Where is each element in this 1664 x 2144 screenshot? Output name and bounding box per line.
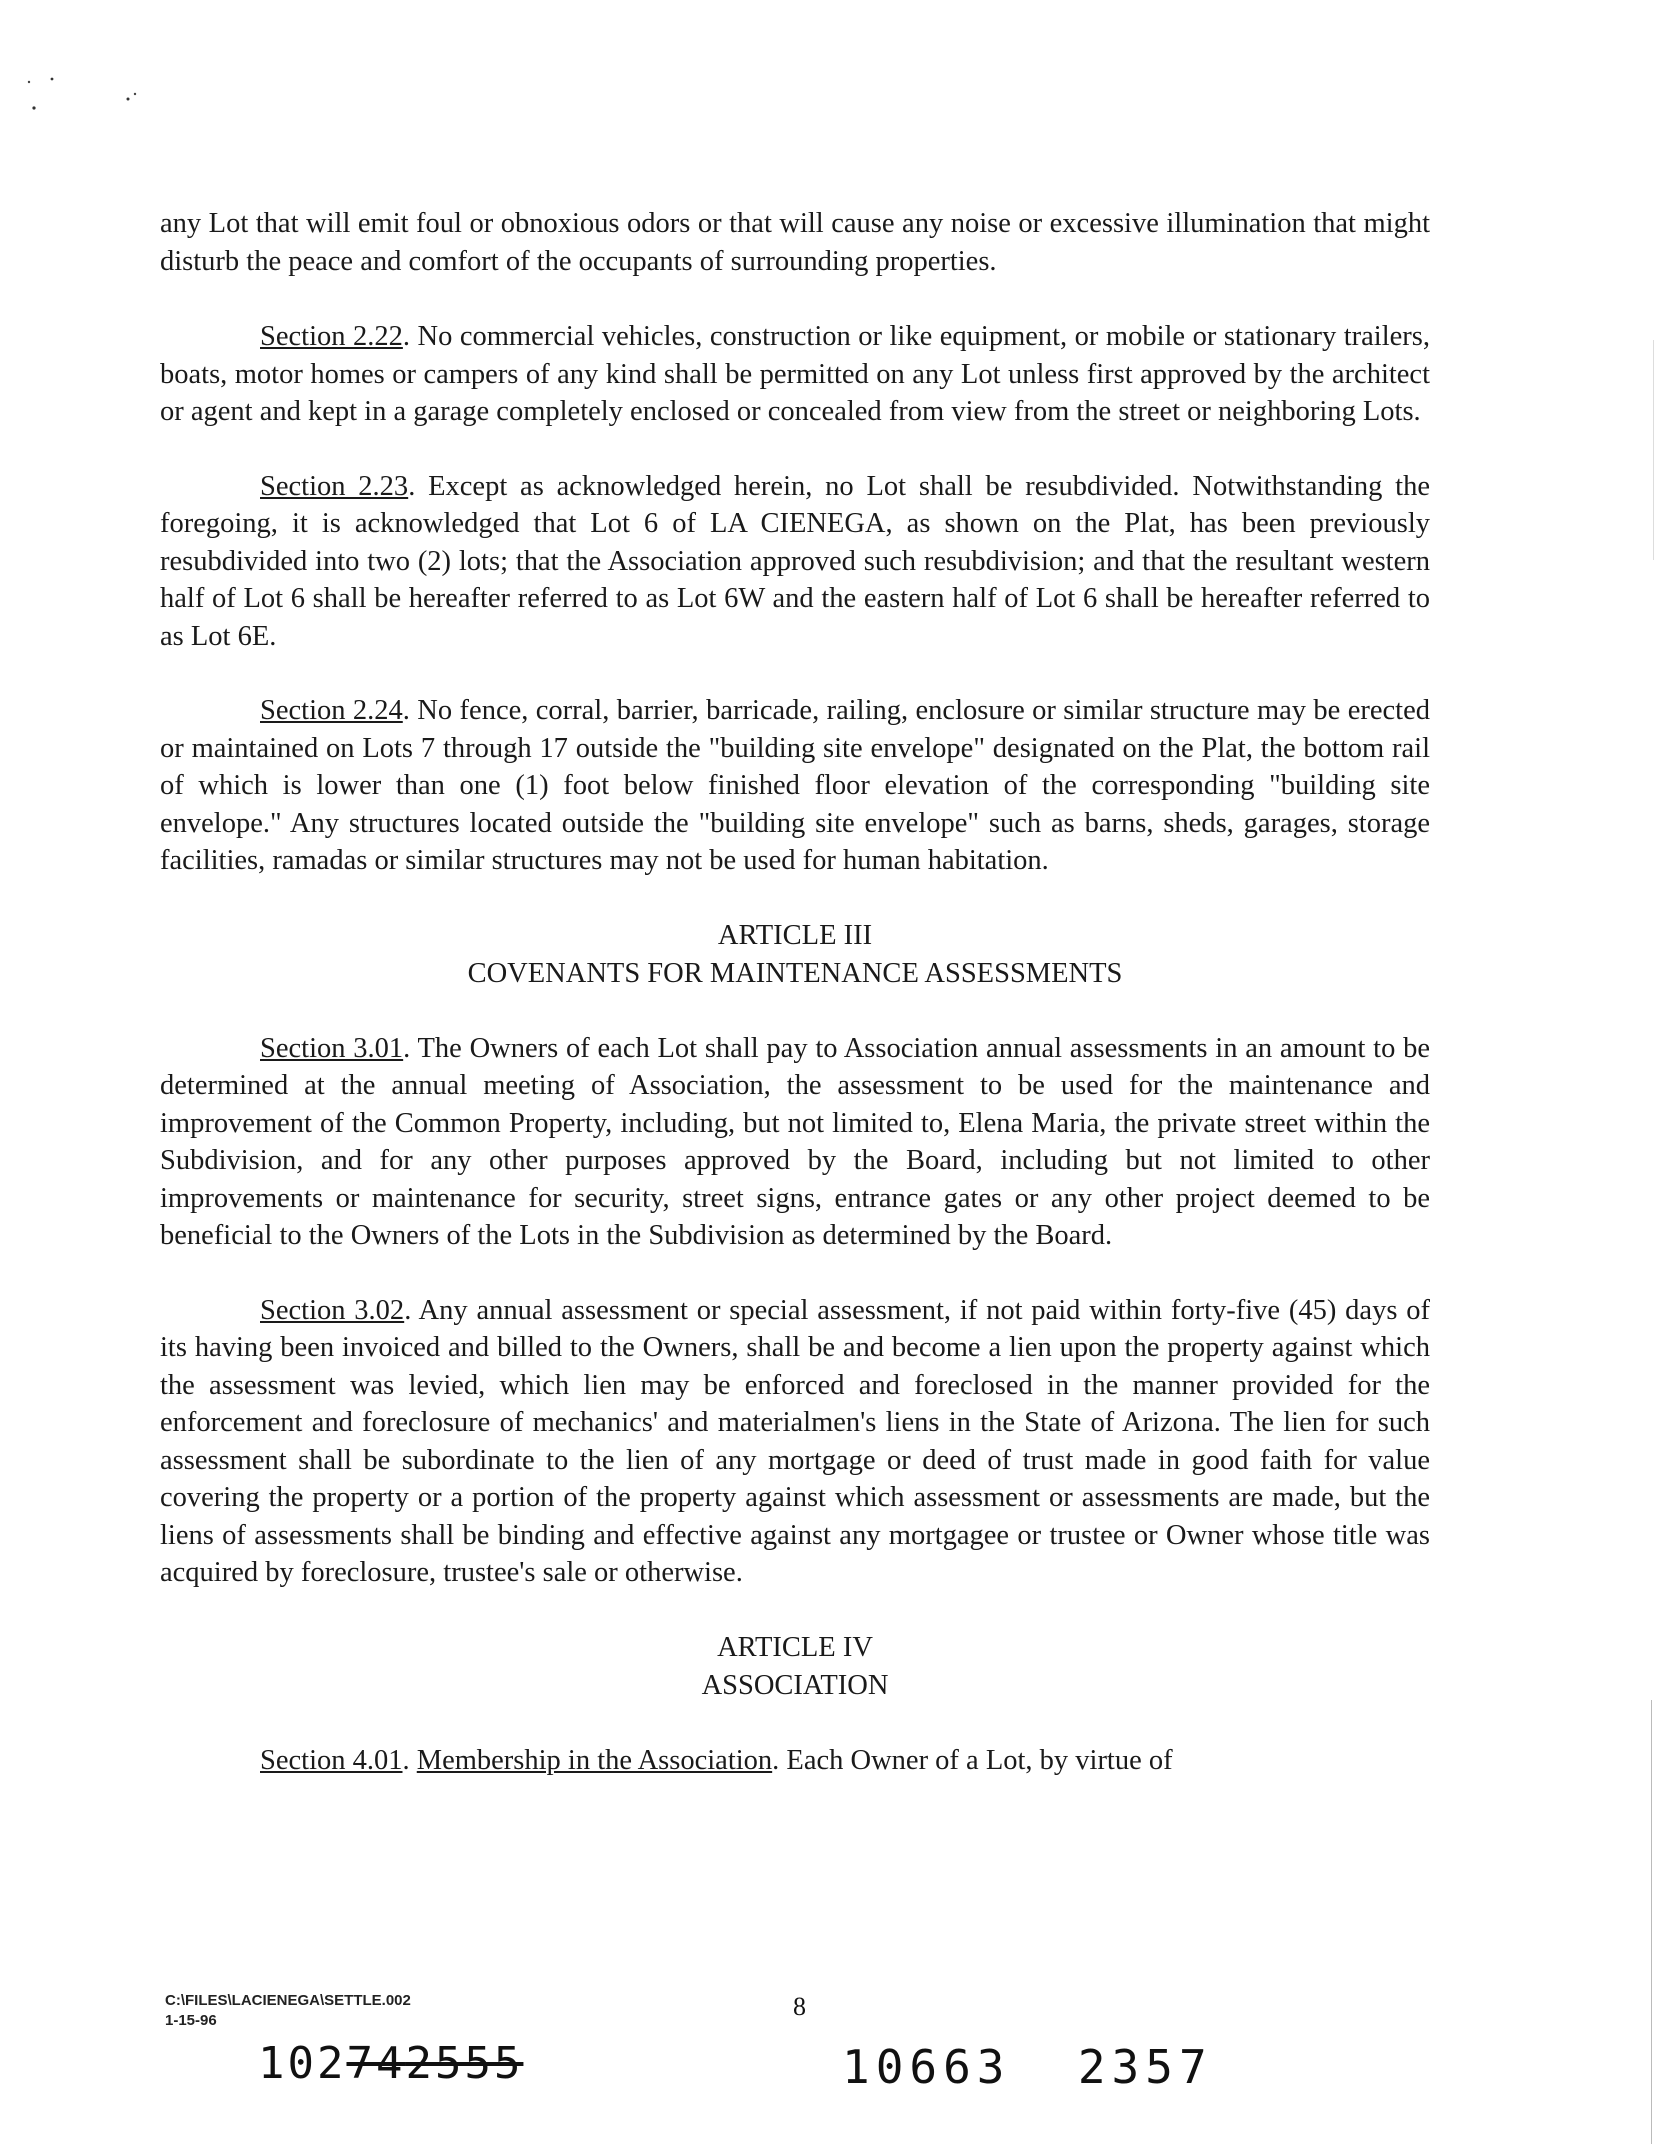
section-4-01-text: . Each Owner of a Lot, by virtue of <box>772 1744 1173 1776</box>
section-2-24-label: Section 2.24 <box>260 695 403 726</box>
section-3-01 <box>160 1030 1430 1255</box>
stamp-old-struck: 74 <box>346 2038 406 2089</box>
footer-file-path: C:\FILES\LACIENEGA\SETTLE.002 <box>165 1992 411 2009</box>
footer-file-info <box>165 1991 411 2031</box>
recording-stamp-old <box>258 2038 523 2089</box>
article-3-number: ARTICLE III <box>717 919 873 951</box>
footer-date: 1-15-96 <box>165 2012 217 2029</box>
section-4-01-period: . <box>402 1744 417 1776</box>
section-3-02 <box>160 1292 1430 1592</box>
section-2-22 <box>160 318 1430 431</box>
section-3-01-label: Section 3.01 <box>260 1032 404 1064</box>
stamp-old-suffix: 2555 <box>405 2038 524 2089</box>
scan-specks <box>0 0 200 140</box>
article-4-heading <box>160 1629 1430 1705</box>
article-4-title: ASSOCIATION <box>701 1669 889 1701</box>
article-3-heading <box>160 917 1430 993</box>
section-2-23-text: . Except as acknowledged herein, no Lot shall be resubdivided. Notwithstanding the foregoing, it is acknowledged that Lot 6 of LA CIENEGA, as shown on the Plat, has been previously resubdivided into two (2) lots; that the Association approved such resubdivision; and that the resultant western half of Lot 6 shall be hereafter referred to as Lot 6W and the eastern half of Lot 6 shall be hereafter referred to as Lot 6E. <box>160 470 1430 652</box>
section-3-01-text: . The Owners of each Lot shall pay to Association annual assessments in an amount to be determined at the annual meeting of Association, the assessment to be used for the maintenance and improvement of the Common Property, including, but not limited to, Elena Maria, the private street within the Subdivision, and for any other purposes approved by the Board, including but not limited to other improvements or maintenance for security, street signs, entrance gates or any other project deemed to be beneficial to the Owners of the Lots in the Subdivision as determined by the Board. <box>160 1032 1430 1251</box>
section-2-23 <box>160 468 1430 656</box>
stamp-old-prefix: 102 <box>258 2038 347 2089</box>
page-number: 8 <box>793 1992 806 2021</box>
scan-edge-line-upper <box>1653 340 1654 560</box>
article-3-title: COVENANTS FOR MAINTENANCE ASSESSMENTS <box>467 957 1123 989</box>
section-2-24-text: . No fence, corral, barrier, barricade, railing, enclosure or similar structure may be erected or maintained on Lots 7 through 17 outside the "building site envelope" designated on the Plat, the bottom rail of which is lower than one (1) foot below finished floor elevation of the corresponding "building site envelope." Any structures located outside the "building site envelope" such as barns, sheds, garages, storage facilities, ramadas or similar structures may not be used for human habitation. <box>160 695 1430 876</box>
article-4-number: ARTICLE IV <box>717 1631 873 1663</box>
intro-paragraph: any Lot that will emit foul or obnoxious odors or that will cause any noise or excessive illumination that might disturb the peace and comfort of the occupants of surrounding properties. <box>160 208 1430 277</box>
section-2-22-text: . No commercial vehicles, construction or like equipment, or mobile or stationary trailers, boats, motor homes or campers of any kind shall be permitted on any Lot unless first approved by the architect or agent and kept in a garage completely enclosed or concealed from view from the street or neighboring Lots. <box>160 321 1430 427</box>
section-4-01 <box>160 1742 1430 1780</box>
section-3-02-text: . Any annual assessment or special assessment, if not paid within forty-five (45) days of its having been invoiced and billed to the Owners, shall be and become a lien upon the property against which the assessment was levied, which lien may be enforced and foreclosed in the manner provided for the enforcement and foreclosure of mechanics' and materialmen's liens in the State of Arizona. The lien for such assessment shall be subordinate to the lien of any mortgage or deed of trust made in good faith for value covering the property or a portion of the property against which assessment or assessments are made, but the liens of assessments shall be binding and effective against any mortgagee or trustee or Owner whose title was acquired by foreclosure, trustee's sale or otherwise. <box>160 1294 1430 1588</box>
section-4-01-label: Section 4.01 <box>260 1744 403 1776</box>
document-page <box>160 205 1430 1816</box>
section-2-24 <box>160 692 1430 880</box>
section-2-22-label: Section 2.22 <box>260 321 403 352</box>
recording-stamp-new: 10663 2357 <box>842 2040 1213 2094</box>
scan-edge-line <box>1651 1700 1652 2144</box>
section-3-02-label: Section 3.02 <box>260 1294 405 1326</box>
section-2-23-label: Section 2.23 <box>260 470 409 502</box>
section-4-01-title: Membership in the Association <box>416 1744 773 1776</box>
